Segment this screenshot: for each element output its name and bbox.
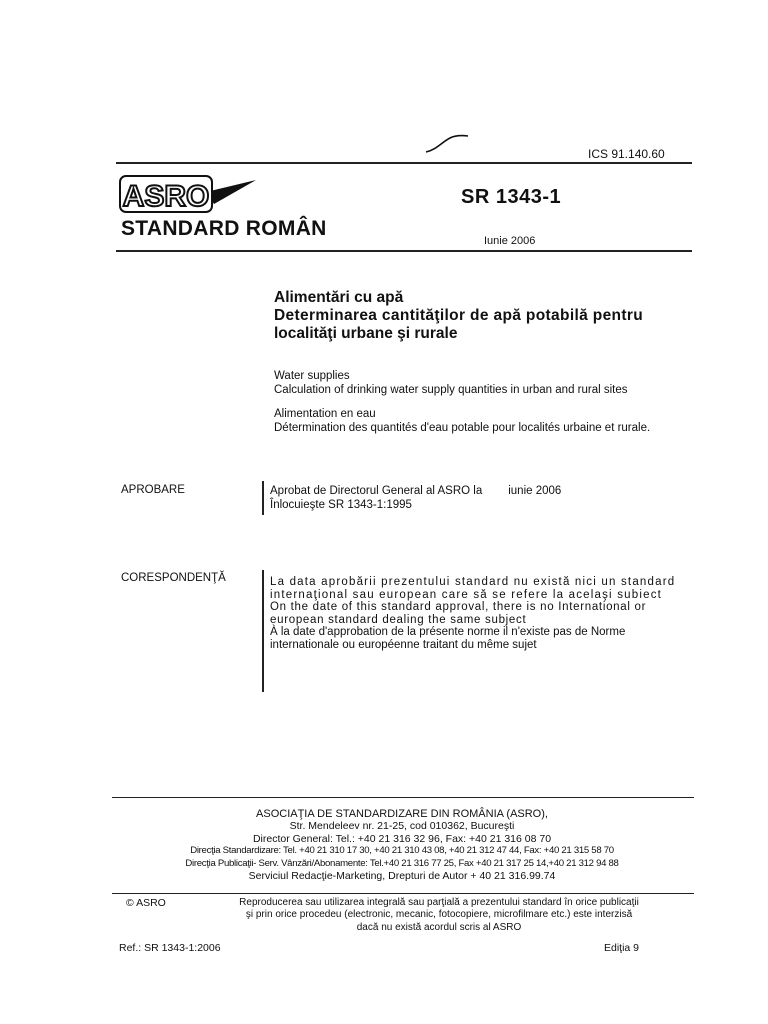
approval-bar: [262, 481, 264, 515]
title-line: Alimentări cu apă: [274, 289, 404, 306]
signature-mark: [424, 130, 474, 160]
address-line: Direcţia Standardizare: Tel. +40 21 310 17 30, +40 21 310 43 08, +40 21 312 47 44, Fax: +40 21 315 58 70: [190, 845, 614, 857]
notice-line: şi prin orice procedeu (electronic, mecanic, fotocopiere, microfilmare etc.) este interzisă: [245, 909, 633, 921]
address-line: Director General: Tel.: +40 21 316 32 96, Fax: +40 21 316 08 70: [252, 832, 552, 845]
approval-line: Aprobat de Directorul General al ASRO la: [270, 485, 483, 497]
notice-line: dacă nu există acordul scris al ASRO: [356, 921, 522, 933]
title-line: Determinarea cantităţilor de apă potabilă pentru: [274, 307, 644, 324]
publication-date: Iunie 2006: [484, 235, 536, 247]
standard-label: STANDARD ROMÂN: [121, 217, 327, 240]
asro-logo-text: ASRO: [122, 180, 210, 213]
title-line: localităţi urbane şi rurale: [274, 325, 458, 342]
address-line: Direcţia Publicaţii- Serv. Vânzări/Abonamente: Tel.+40 21 316 77 25, Fax +40 21 317 25 14,+40 21 312 94 88: [185, 857, 619, 869]
approval-date: iunie 2006: [508, 485, 562, 497]
notice-line: Reproducerea sau utilizarea integrală sau parţială a prezentului standard în orice publicaţii: [239, 897, 639, 908]
english-title-line: Water supplies: [274, 370, 350, 382]
footer-middle-rule: [112, 893, 694, 894]
english-title: [274, 369, 714, 397]
address-line: Str. Mendeleev nr. 21-25, cod 010362, Bucureşti: [289, 820, 515, 833]
approval-text: [270, 484, 561, 512]
address-line: Serviciul Redacţie-Marketing, Drepturi de Autor + 40 21 316.99.74: [248, 870, 556, 883]
correspondence-en: On the date of this standard approval, there is no International or european standard dealing the same subject: [270, 601, 647, 626]
document-reference: Ref.: SR 1343-1:2006: [119, 942, 221, 954]
correspondence-ro: La data aprobării prezentului standard nu există nici un standard internaţional sau european care să se refere la acelaşi subiect: [270, 576, 676, 601]
french-title-line: Détermination des quantités d'eau potable pour localités urbaine et rurale.: [274, 422, 651, 434]
asro-logo: [118, 170, 258, 218]
french-title-line: Alimentation en eau: [274, 408, 376, 420]
edition: Ediţia 9: [604, 942, 640, 954]
organization-address: [112, 808, 692, 882]
header-bottom-rule: [116, 250, 692, 252]
copyright: © ASRO: [126, 897, 166, 909]
correspondence-label: CORESPONDENŢĂ: [121, 572, 226, 584]
english-title-line: Calculation of drinking water supply quantities in urban and rural sites: [274, 384, 628, 396]
correspondence-fr: À la date d'approbation de la présente norme il n'existe pas de Norme internationale ou européenne traitant du même sujet: [270, 626, 626, 651]
standard-number: SR 1343-1: [461, 186, 562, 208]
replaces-line: Înlocuieşte SR 1343-1:1995: [270, 499, 412, 511]
footer-top-rule: [112, 797, 694, 798]
french-title: [274, 407, 714, 435]
correspondence-text: [270, 576, 695, 651]
correspondence-bar: [262, 570, 264, 692]
approval-label: APROBARE: [121, 484, 185, 496]
address-line: ASOCIAŢIA DE STANDARDIZARE DIN ROMÂNIA (ASRO),: [256, 808, 548, 820]
header-top-rule: [116, 162, 692, 164]
reproduction-notice: [196, 897, 682, 934]
ics-code: ICS 91.140.60: [588, 147, 665, 161]
document-title: [274, 289, 714, 343]
